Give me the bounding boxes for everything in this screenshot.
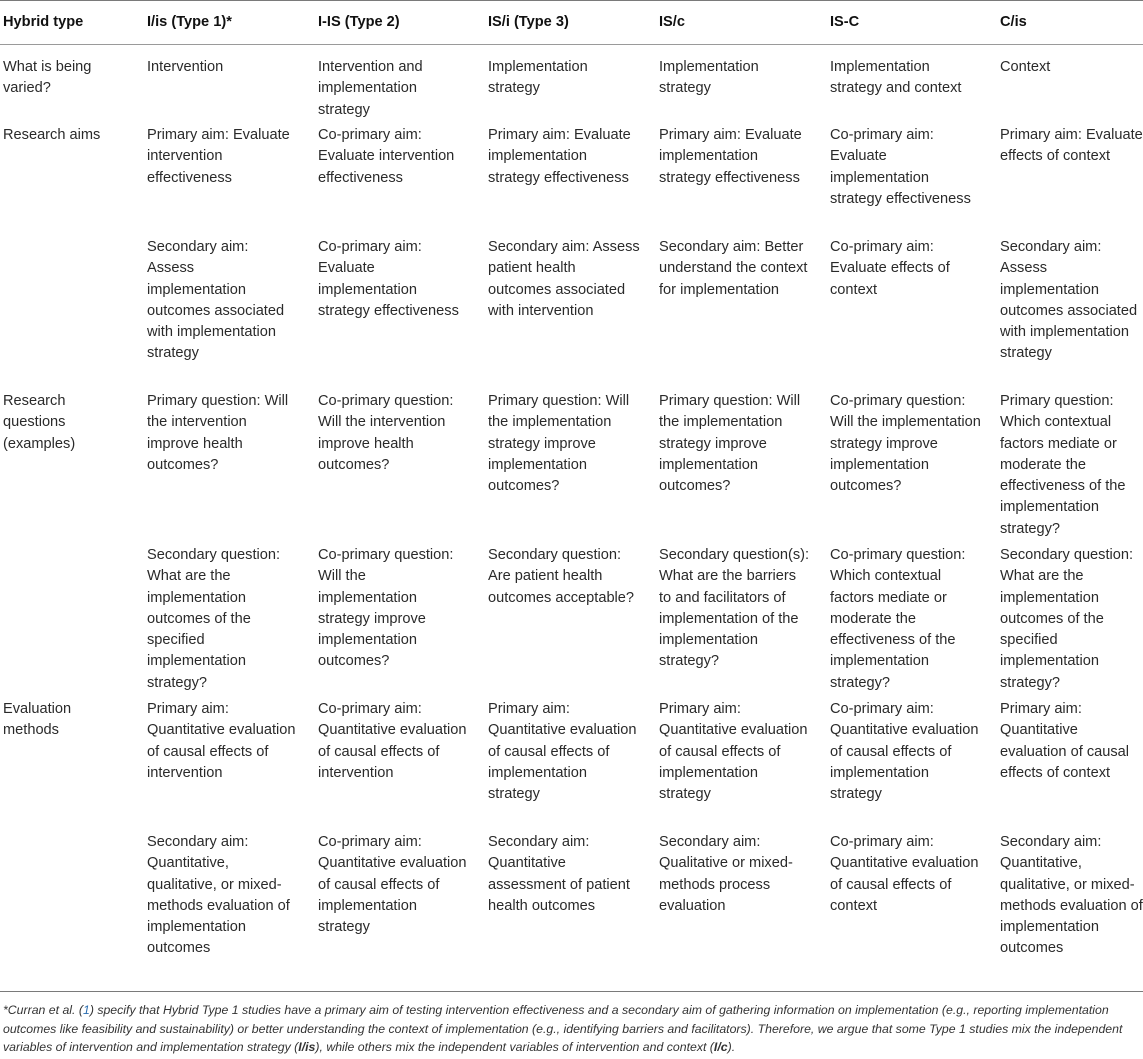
table-cell: Co-primary question: Will the intervention improve health outcomes? — [318, 393, 454, 473]
table-cell: Co-primary aim: Evaluate effects of context — [830, 239, 950, 298]
table-cell: Secondary question: What are the implementation outcomes of the specified implementation strategy? — [1000, 547, 1134, 691]
table-cell: Co-primary question: Which contextual factors mediate or moderate the effectiveness of the implementation strategy? — [830, 547, 966, 691]
table-cell: Co-primary question: Will the implementation strategy improve implementation outcomes? — [318, 547, 454, 670]
table-cell: Secondary aim: Better understand the context for implementation — [659, 239, 808, 298]
header-is-c-lower: IS/c — [659, 14, 685, 30]
row-label-research-aims: Research aims — [3, 127, 101, 143]
footnote-reference-link[interactable]: 1 — [82, 1003, 90, 1017]
footnote-text: ) specify that Hybrid Type 1 studies have a primary aim of testing intervention effectiveness and a secondary aim of gathering information on implementation (e.g., reporting implementation outcomes like feasibility and sustainability) or better understanding the context of implementation (e.g., identifying barriers and facilitators). Therefore, we argue that some Type 1 studies mix the independent variables of intervention and implementation strategy ( — [3, 1003, 1123, 1054]
footnote-text: ), while others mix the independent variables of intervention and context ( — [315, 1040, 714, 1054]
row-label-research-questions: Research questions (examples) — [3, 393, 76, 452]
header-is-c-upper: IS-C — [830, 14, 860, 30]
table-cell: Secondary aim: Quantitative, qualitative, or mixed-methods evaluation of implementation outcomes — [1000, 834, 1143, 957]
table-cell: Primary aim: Quantitative evaluation of causal effects of context — [1000, 701, 1129, 781]
header-hybrid-type: Hybrid type — [3, 14, 84, 30]
footnote-term: I/is — [298, 1040, 316, 1054]
table-cell: Secondary aim: Assess implementation outcomes associated with implementation strategy — [147, 239, 285, 362]
table-cell: Implementation strategy — [488, 59, 588, 97]
table-cell: Co-primary question: Will the implementation strategy improve implementation outcomes? — [830, 393, 981, 495]
table-cell: Co-primary aim: Quantitative evaluation of causal effects of intervention — [318, 701, 467, 781]
row-label-evaluation-methods: Evaluation methods — [3, 701, 72, 739]
footnote-term: I/c — [713, 1040, 728, 1054]
table-cell: Primary aim: Quantitative evaluation of causal effects of intervention — [147, 701, 296, 781]
table-cell: Co-primary aim: Quantitative evaluation of causal effects of implementation strategy — [830, 701, 979, 803]
table-cell: Primary question: Will the implementation strategy improve implementation outcomes? — [488, 393, 630, 495]
footnote-text: *Curran et al. ( — [3, 1003, 83, 1017]
table-footnote — [3, 1001, 1141, 1057]
table-cell: Secondary aim: Quantitative, qualitative, or mixed-methods evaluation of implementation outcomes — [147, 834, 290, 957]
table-cell: Secondary question: What are the implementation outcomes of the specified implementation strategy? — [147, 547, 281, 691]
table-cell: Primary aim: Quantitative evaluation of causal effects of implementation strategy — [488, 701, 637, 803]
table-cell: Co-primary aim: Quantitative evaluation of causal effects of context — [830, 834, 979, 914]
table-cell: Intervention — [147, 59, 224, 75]
table-cell: Implementation strategy and context — [830, 59, 962, 97]
table-cell: Primary aim: Evaluate implementation strategy effectiveness — [659, 127, 802, 186]
table-cell: Primary aim: Quantitative evaluation of causal effects of implementation strategy — [659, 701, 808, 803]
table-cell: Secondary question: Are patient health outcomes acceptable? — [488, 547, 635, 606]
table-cell: Intervention and implementation strategy — [318, 59, 423, 118]
table-cell: Secondary aim: Assess implementation outcomes associated with implementation strategy — [1000, 239, 1138, 362]
header-type1: I/is (Type 1)* — [147, 14, 232, 30]
table-bottom-rule — [0, 991, 1143, 992]
table-cell: Co-primary aim: Evaluate intervention effectiveness — [318, 127, 455, 186]
table-cell: Co-primary aim: Quantitative evaluation of causal effects of implementation strategy — [318, 834, 467, 936]
table-cell: Context — [1000, 59, 1051, 75]
table-cell: Primary aim: Evaluate intervention effectiveness — [147, 127, 290, 186]
table-cell: Primary question: Will the intervention improve health outcomes? — [147, 393, 289, 473]
table-cell: Implementation strategy — [659, 59, 759, 97]
footnote-text: ). — [727, 1040, 736, 1054]
table-cell: Co-primary aim: Evaluate implementation strategy effectiveness — [830, 127, 971, 207]
table-top-rule — [0, 0, 1143, 1]
header-type2: I-IS (Type 2) — [318, 14, 400, 30]
table-cell: Co-primary aim: Evaluate implementation strategy effectiveness — [318, 239, 459, 319]
header-bottom-rule — [0, 44, 1143, 45]
table-cell: Primary question: Will the implementation strategy improve implementation outcomes? — [659, 393, 801, 495]
row-label-varied: What is being varied? — [3, 59, 92, 97]
table-cell: Secondary aim: Quantitative assessment of patient health outcomes — [488, 834, 630, 914]
table-cell: Secondary aim: Assess patient health outcomes associated with intervention — [488, 239, 640, 319]
header-type3: IS/i (Type 3) — [488, 14, 569, 30]
table-cell: Primary question: Which contextual factors mediate or moderate the effectiveness of the implementation strategy? — [1000, 393, 1126, 537]
header-c-is: C/is — [1000, 14, 1027, 30]
table-cell: Secondary question(s): What are the barriers to and facilitators of implementation of the implementation strategy? — [659, 547, 810, 670]
table-cell: Secondary aim: Qualitative or mixed-methods process evaluation — [659, 834, 793, 914]
table-cell: Primary aim: Evaluate effects of context — [1000, 127, 1143, 165]
table-cell: Primary aim: Evaluate implementation strategy effectiveness — [488, 127, 631, 186]
